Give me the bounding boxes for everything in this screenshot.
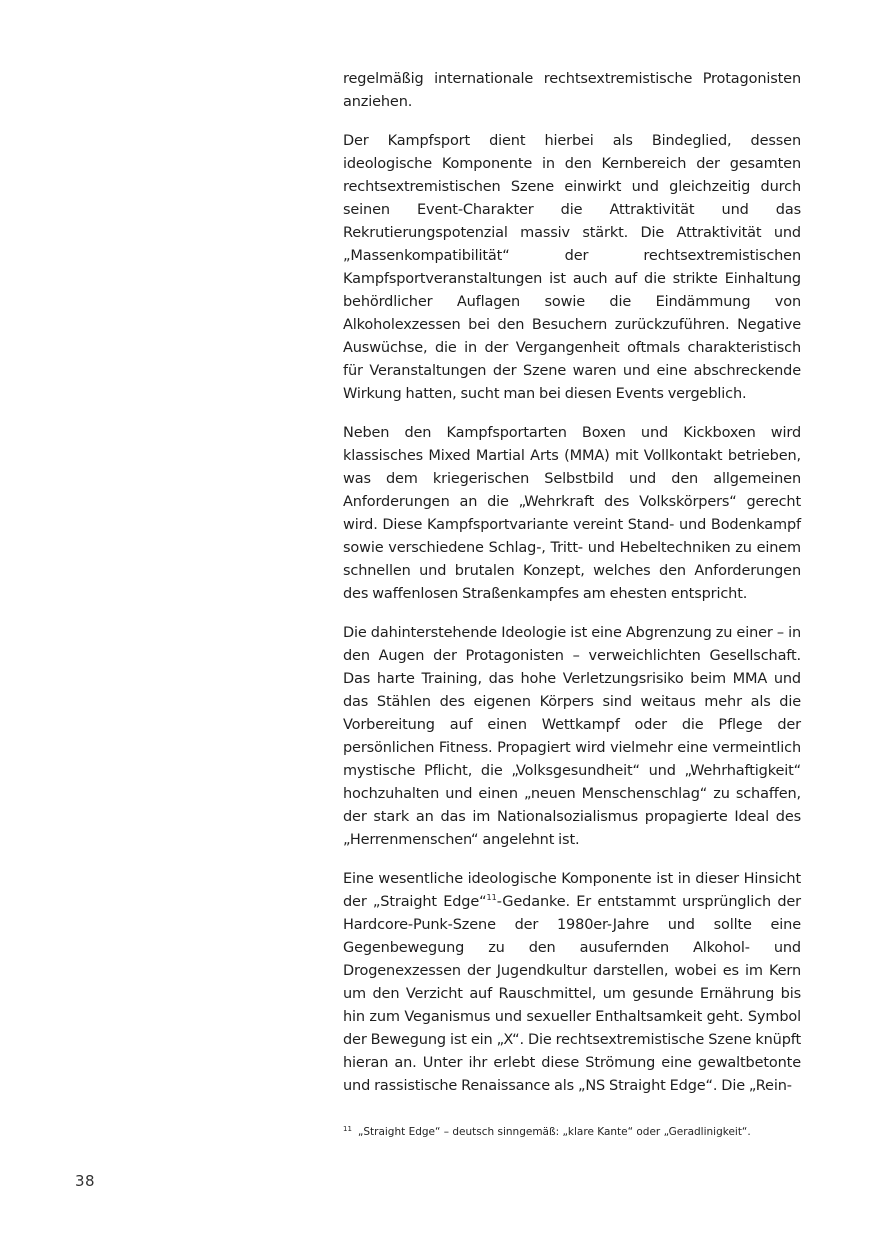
paragraph-2: Der Kampfsport dient hierbei als Bindeglied, dessen ideologische Komponente in den Kernbereich der gesamten rechtsextremistischen Szene einwirkt und gleichzeitig durch seinen Event-Charakter die Attraktivität und das Rekrutierungspotenzial massiv stärkt. Die Attraktivität und „Massenkompatibilität“ der rechtsextremistischen Kampfsportveranstaltungen ist auch auf die strikte Einhaltung behördlicher Auflagen sowie die Eindämmung von Alkoholexzessen bei den Besuchern zurückzuführen. Negative Auswüchse, die in der Vergangenheit oftmals charakteristisch für Veranstaltungen der Szene waren und eine abschreckende Wirkung hatten, sucht man bei diesen Events vergeblich. xyxy=(343,133,801,402)
footnote-text: „Straight Edge“ – deutsch sinngemäß: „klare Kante“ oder „Geradlinigkeit“. xyxy=(357,1126,751,1138)
paragraph-5-text-before-ref: Eine wesentliche ideologische Komponente ist in dieser Hinsicht der „Straight Edge“ xyxy=(343,871,801,910)
footnote xyxy=(343,1124,803,1140)
body-text xyxy=(343,68,801,1098)
paragraph-3: Neben den Kampfsportarten Boxen und Kickboxen wird klassisches Mixed Martial Arts (MMA) mit Vollkontakt betrieben, was dem kriegerischen Selbstbild und den allgemeinen Anforderungen an die „Wehrkraft des Volkskörpers“ gerecht wird. Diese Kampfsportvariante vereint Stand- und Bodenkampf sowie verschiedene Schlag-, Tritt- und Hebeltechniken zu einem schnellen und brutalen Konzept, welches den Anforderungen des waffenlosen Straßenkampfes am ehesten entspricht. xyxy=(343,425,801,602)
footnote-reference[interactable]: 11 xyxy=(486,893,497,903)
paragraph-1: regelmäßig internationale rechtsextremistische Protagonisten anziehen. xyxy=(343,71,801,110)
paragraph-5 xyxy=(343,868,801,1098)
paragraph-5-text-after-ref: -Gedanke. Er entstammt ursprünglich der Hardcore-Punk-Szene der 1980er-Jahre und sollte eine Gegenbewegung zu den ausufernden Alkohol- und Drogenexzessen der Jugendkultur darstellen, wobei es im Kern um den Verzicht auf Rauschmittel, um gesunde Ernährung bis hin zum Veganismus und sexueller Enthaltsamkeit geht. Symbol der Bewegung ist ein „X“. Die rechtsextremistische Szene knüpft hieran an. Unter ihr erlebt diese Strömung eine gewaltbetonte und rassistische Renaissance als „NS Straight Edge“. Die „Rein- xyxy=(343,894,801,1094)
paragraph-4: Die dahinterstehende Ideologie ist eine Abgrenzung zu einer – in den Augen der Protagonisten – verweichlichten Gesellschaft. Das harte Training, das hohe Verletzungsrisiko beim MMA und das Stählen des eigenen Körpers sind weitaus mehr als die Vorbereitung auf einen Wettkampf oder die Pflege der persönlichen Fitness. Propagiert wird vielmehr eine vermeintlich mystische Pflicht, die „Volksgesundheit“ und „Wehrhaftigkeit“ hochzuhalten und einen „neuen Menschenschlag“ zu schaffen, der stark an das im Nationalsozialismus propagierte Ideal des „Herrenmenschen“ angelehnt ist. xyxy=(343,625,801,848)
page-number: 38 xyxy=(75,1172,96,1190)
footnote-number: 11 xyxy=(343,1124,352,1133)
